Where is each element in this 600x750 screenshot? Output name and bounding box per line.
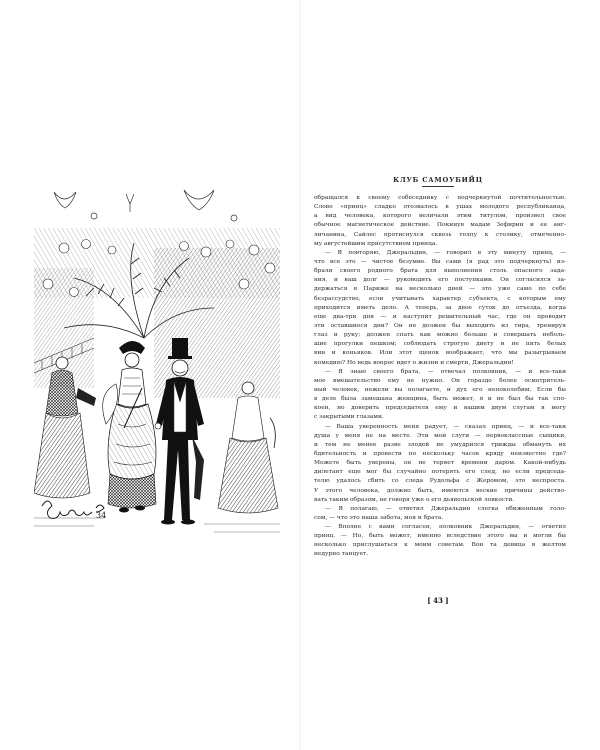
- text-line: и тем не менее разве злодей не умудрился трижды обмануть их: [314, 441, 566, 448]
- text-line: Можете быть уверены, он не теряет времени даром. Какой-нибудь: [314, 460, 566, 467]
- text-line: бдительность и провести по нескольку часов кряду неизвестно где?: [314, 450, 566, 457]
- text-line: — Вполне с вами согласен, полковник Джеральдин, — ответил: [325, 524, 566, 531]
- text-line: душа у меня не на месте. Эти мои слуги — первоклассные сыщики,: [314, 432, 566, 439]
- signature-year: 34: [96, 511, 107, 520]
- text-line: что все это — чистое безумие. Вы сами (я рад это подчеркнуть) из-: [314, 258, 566, 265]
- text-line: мое вмешательство ему не нужно. Он гораздо более осмотритель-: [314, 377, 566, 384]
- text-line: с закрытыми глазами.: [314, 414, 384, 421]
- text-line: ния, и ваш долг — руководить его поступками. Он согласился за-: [314, 277, 566, 284]
- text-line: а вид человека, которого величали этим титулом, произвел свое: [314, 213, 566, 220]
- ballroom-illustration: [34, 188, 280, 542]
- page-number: [ 43 ]: [427, 596, 449, 605]
- text-line: принц. — Но, быть может, именно вследствие этого вы и могли бы: [314, 533, 566, 540]
- text-line: безрассудство, если учитывать характер субъекта, с которым ему: [314, 295, 566, 302]
- text-line: У этого человека, должно быть, имеются веские причины действо-: [314, 487, 566, 494]
- text-line: в деле была замешана женщина, быть может, я и не был бы так спо-: [314, 396, 566, 403]
- text-line: — Ваша уверенность меня радует, — сказал принц, — и все-таки: [325, 423, 566, 430]
- text-line: недурно танцует.: [314, 551, 369, 558]
- text-line: вин и коньяков. Или этот щенок воображает, что мы разыгрываем: [314, 350, 566, 357]
- text-line: личанина, Сайлес протиснулся сквозь толпу к столику, отмеченно-: [314, 231, 566, 238]
- text-line: коен, но доверить председателя ему и вашим двум слугам я могу: [314, 405, 566, 412]
- text-line: — Я полагаю, — ответил Джеральдин слегка обиженным голо-: [325, 505, 566, 512]
- header-rule: [422, 186, 454, 187]
- page-text: [314, 194, 566, 560]
- text-line: дилетант еще мог бы случайно потерять его след, но если председа-: [314, 469, 566, 476]
- text-line: держаться в Париже на несколько дней — это уже само по себе: [314, 286, 566, 293]
- text-line: вать таким образом, не говоря уже о его дьявольской ловкости.: [314, 496, 515, 503]
- text-line: комедию? Но ведь вопрос идет о жизни и смерти, Джеральдин!: [314, 359, 514, 366]
- text-line: эти оставшиеся дни? Он не должен бы выходить из тира, тренируя: [314, 322, 566, 329]
- text-line: — Я знаю своего брата, — отвечал полковник, — и все-таки: [325, 368, 566, 375]
- text-line: глаз и руку; должен спать как можно больше и совершать неболь-: [314, 332, 566, 339]
- text-line: му августейшим присутствием принца.: [314, 240, 438, 247]
- text-line: обращался к своему собеседнику с подчеркнутой почтительностью.: [314, 195, 566, 201]
- text-line: шие прогулки пешком; соблюдать строгую диету и не пить белых: [314, 341, 566, 348]
- text-line: — Я повторяю, Джеральдин, — говорил в эту минуту принц, —: [325, 249, 566, 256]
- text-line: сом, — что это наша забота, моя и брата.: [314, 514, 444, 521]
- text-line: еще два-три дня — и наступит решительный час, где он проводит: [314, 313, 566, 320]
- text-line: брали своего родного брата для выполнения столь опасного зада-: [314, 268, 566, 275]
- book-gutter: [299, 0, 301, 750]
- text-line: ный человек, нежели вы полагаете, и дух его непоколебим. Если бы: [314, 386, 566, 393]
- engraving-drawing: [34, 188, 280, 542]
- text-line: обычное магнетическое действие. Покинув мадам Зефирин и ее анг-: [314, 222, 566, 229]
- text-line: Слово «принц» сладко отозвалось в ушах молодого республиканца,: [314, 204, 566, 211]
- text-line: телю удалось сбить со следа Рудольфа с Жеромом, это неспроста.: [314, 478, 566, 485]
- running-header: КЛУБ САМОУБИЙЦ: [393, 176, 483, 184]
- text-line: несколько прислушаться к моим советам. Вон та девица в желтом: [314, 542, 566, 549]
- text-line: приходится иметь дело. А теперь, за двое суток до отъезда, когда: [314, 304, 566, 311]
